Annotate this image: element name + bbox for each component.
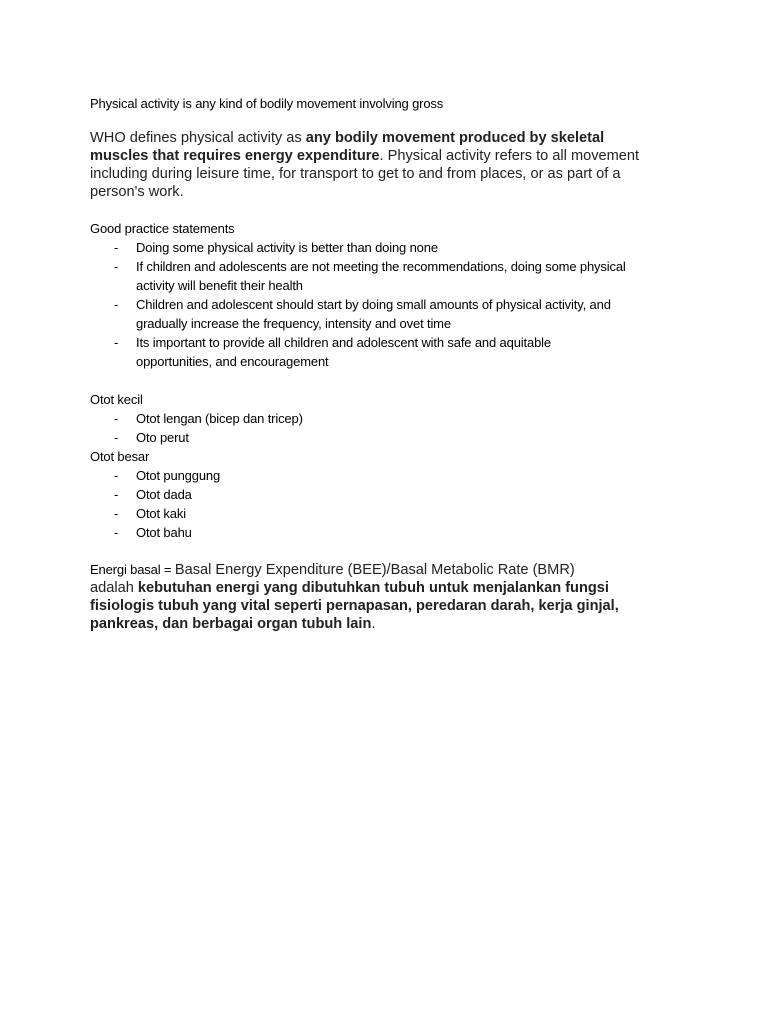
list-item: - Otot lengan (bicep dan tricep) (114, 411, 303, 426)
energi-line3-bold: pankreas, dan berbagai organ tubuh lain (90, 616, 372, 632)
otot-besar-section (90, 447, 690, 542)
good-practice-list (90, 238, 690, 371)
list-item: - Children and adolescent should start by doing small amounts of physical activity, and gradually increase the frequency, intensity and ovet time (114, 297, 611, 331)
list-item: - Otot dada (114, 487, 192, 502)
who-line4: person's work. (90, 184, 184, 200)
document-page (90, 94, 690, 633)
list-item: - Doing some physical activity is better than doing none (114, 240, 438, 255)
who-line1-pre: WHO defines physical activity as (90, 130, 306, 146)
otot-besar-list (90, 466, 690, 542)
who-line2-bold: muscles that requires energy expenditure (90, 148, 380, 164)
otot-kecil-heading: Otot kecil (90, 392, 143, 407)
otot-kecil-list (90, 409, 690, 447)
list-item: - Oto perut (114, 430, 189, 445)
energi-definition: Basal Energy Expenditure (BEE)/Basal Metabolic Rate (BMR) (174, 562, 575, 578)
good-practice-heading: Good practice statements (90, 221, 235, 236)
otot-besar-heading: Otot besar (90, 449, 150, 464)
who-line1-bold: any bodily movement produced by skeletal (305, 130, 605, 146)
who-line2-post: . Physical activity refers to all movement (379, 148, 640, 164)
energi-label: Energi basal = (90, 562, 175, 577)
who-definition (90, 129, 690, 201)
good-practice-section (90, 219, 690, 371)
who-line3: including during leisure time, for transport to get to and from places, or as part of a (90, 166, 621, 182)
otot-kecil-section (90, 390, 690, 447)
energi-line3-post: . (371, 616, 376, 632)
list-item: - If children and adolescents are not meeting the recommendations, doing some physical activity will benefit their health (114, 259, 626, 293)
list-item: - Otot bahu (114, 525, 192, 540)
energi-line1-bold: kebutuhan energi yang dibutuhkan tubuh untuk menjalankan fungsi (137, 580, 609, 596)
list-item: - Otot kaki (114, 506, 186, 521)
list-item: - Its important to provide all children and adolescent with safe and aquitable opportunities, and encouragement (114, 335, 551, 369)
list-item: - Otot punggung (114, 468, 221, 483)
energi-basal-section (90, 561, 690, 633)
intro-text: Physical activity is any kind of bodily movement involving gross (90, 96, 444, 111)
energi-adalah: adalah (90, 580, 138, 596)
energi-line2-bold: fisiologis tubuh yang vital seperti pernapasan, peredaran darah, kerja ginjal, (90, 598, 619, 614)
